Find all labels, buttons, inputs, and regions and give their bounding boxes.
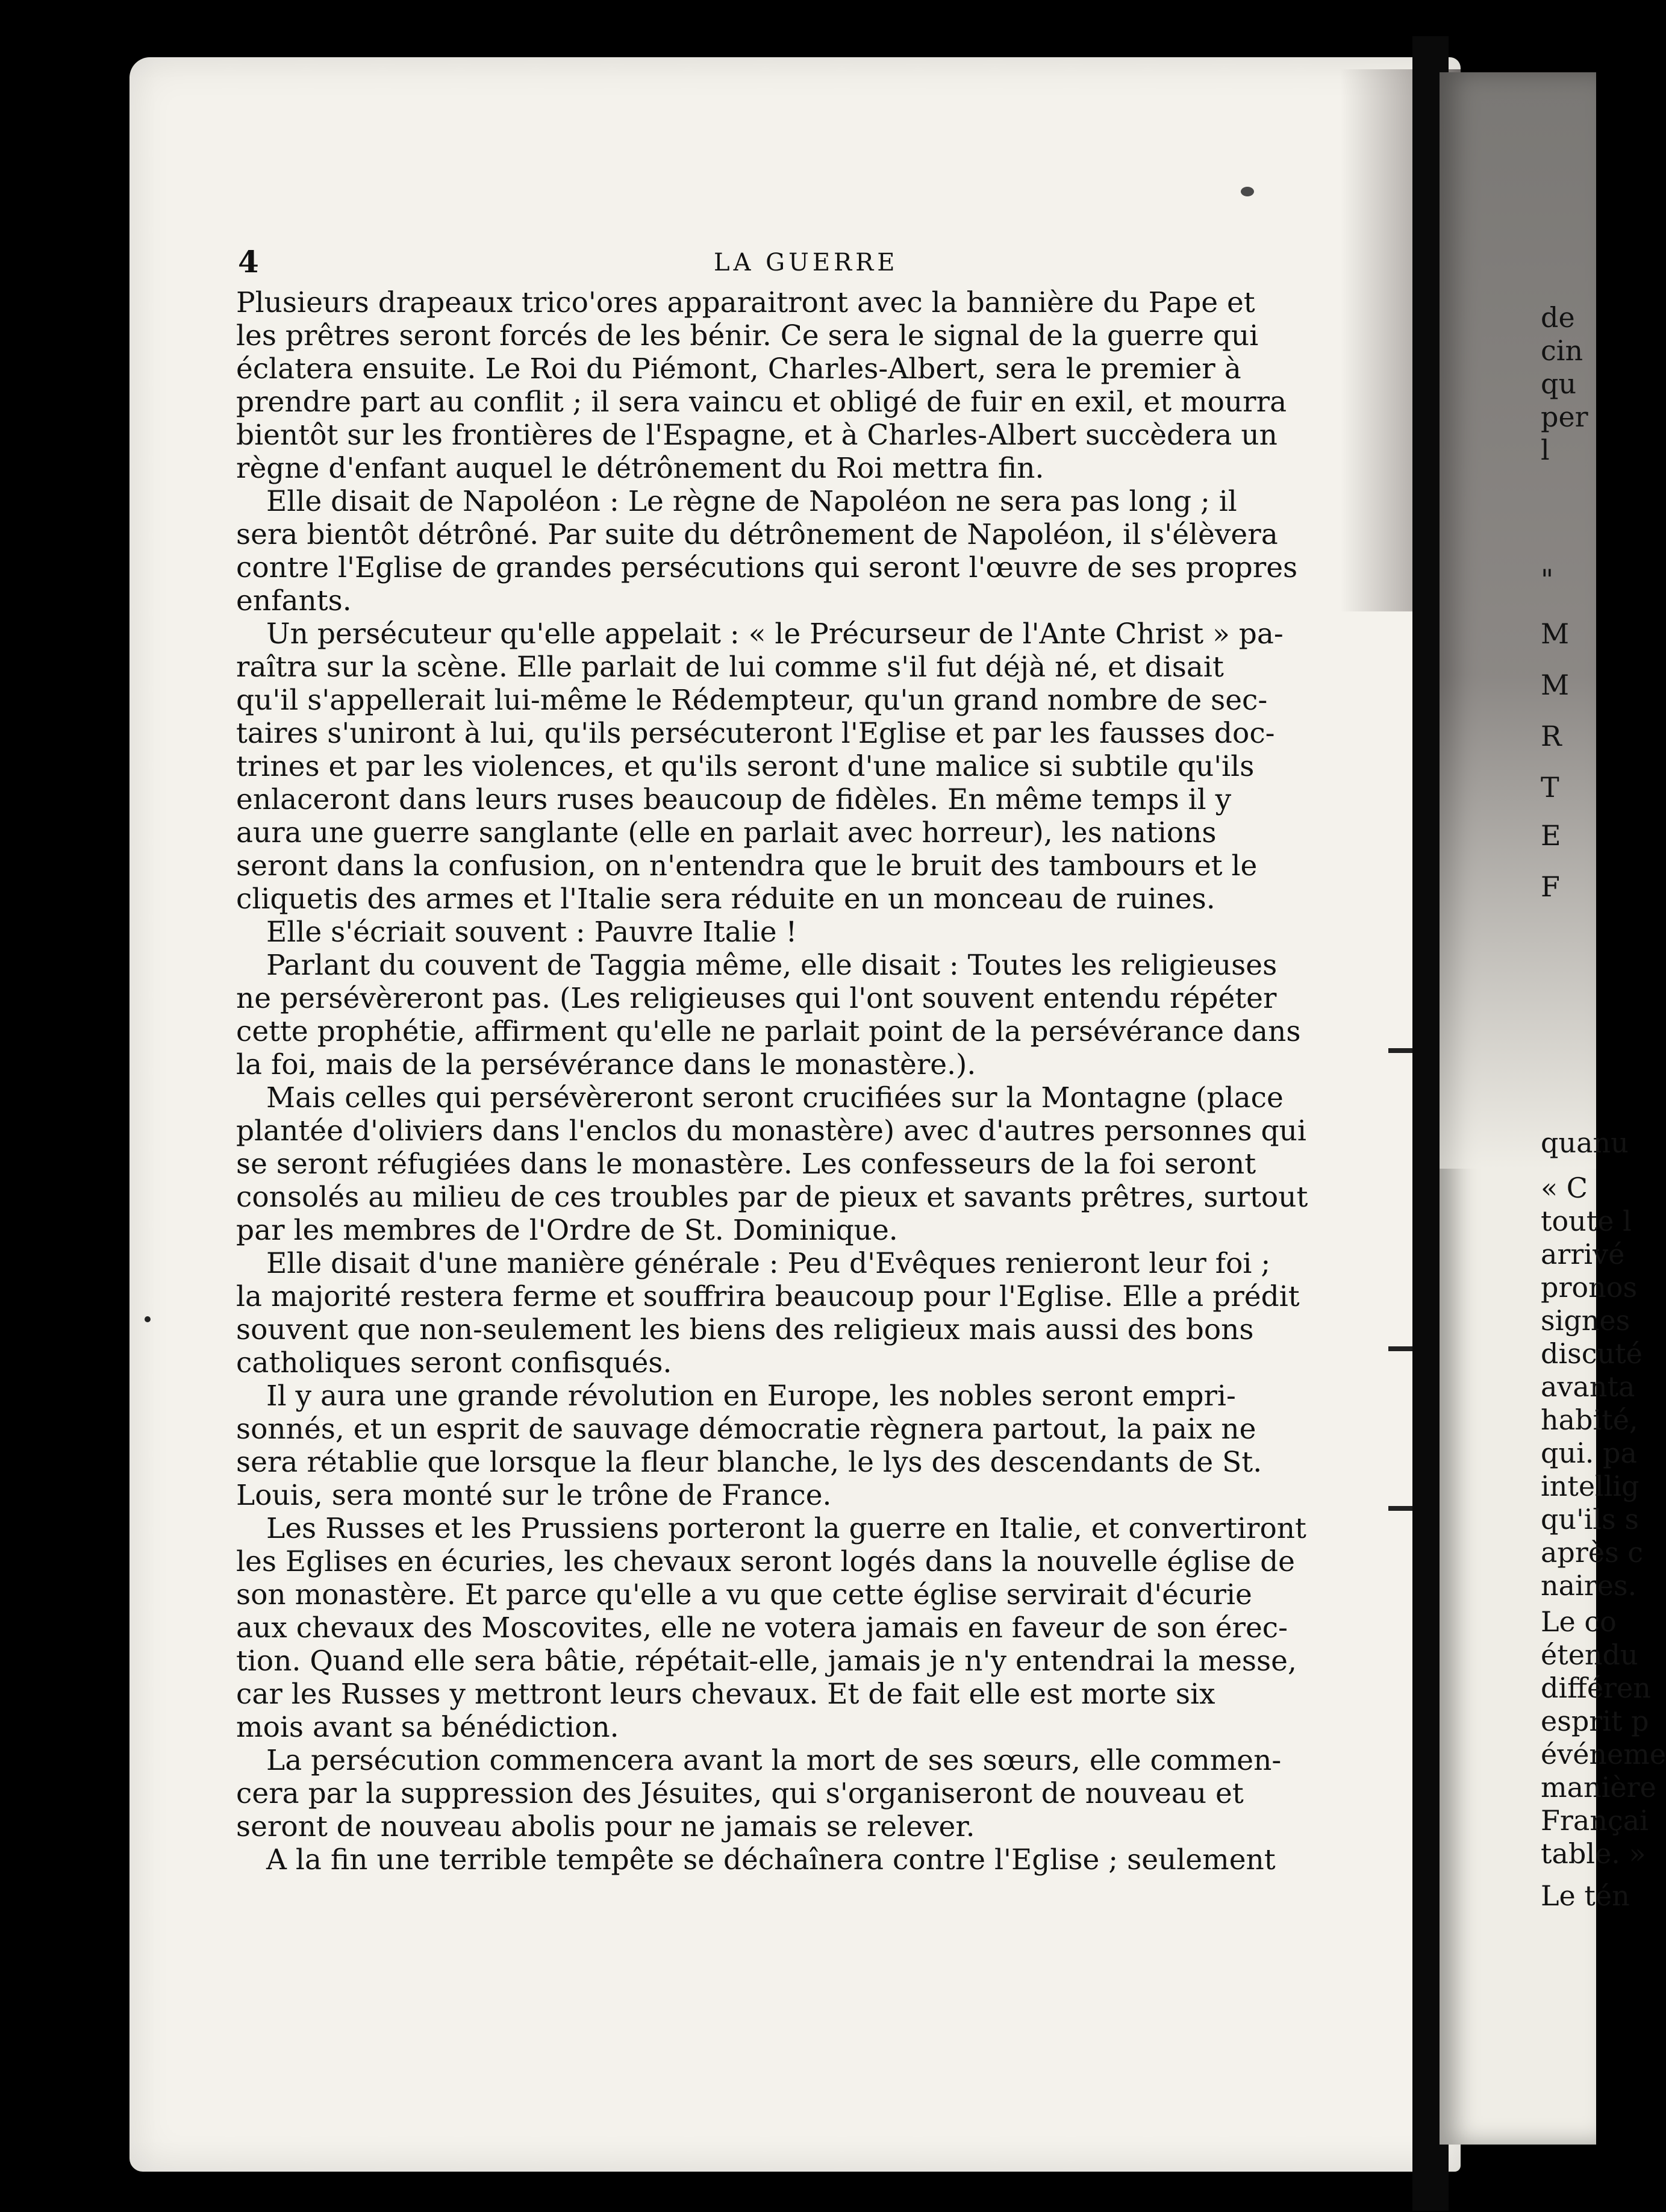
text-line: se seront réfugiées dans le monastère. Les confesseurs de la foi seront [236, 1148, 1256, 1181]
text-line: cette prophétie, affirment qu'elle ne parlait point de la persévérance dans [236, 1015, 1301, 1048]
text-line: enlaceront dans leurs ruses beaucoup de fidèles. En même temps il y [236, 783, 1232, 816]
facing-page-line: de [1541, 301, 1575, 334]
text-line: les Eglises en écuries, les chevaux seront logés dans la nouvelle église de [236, 1545, 1295, 1578]
text-line: ne persévèreront pas. (Les religieuses qui l'ont souvent entendu répéter [236, 982, 1277, 1015]
scan-speck [145, 1316, 151, 1322]
facing-page-line: qu'ils s [1541, 1503, 1639, 1536]
text-line: Parlant du couvent de Taggia même, elle disait : Toutes les religieuses [266, 949, 1278, 982]
text-line: Un persécuteur qu'elle appelait : « le Précurseur de l'Ante Christ » pa- [266, 617, 1284, 651]
facing-page-stain [1440, 72, 1596, 1169]
text-line: les prêtres seront forcés de les bénir. Ce sera le signal de la guerre qui [236, 319, 1259, 352]
facing-page-line: événeme [1541, 1738, 1666, 1770]
text-line: trines et par les violences, et qu'ils seront d'une malice si subtile qu'ils [236, 750, 1255, 783]
facing-page-line: l [1541, 434, 1550, 466]
text-line: Elle disait d'une manière générale : Peu d'Evêques renieront leur foi ; [266, 1247, 1271, 1280]
facing-page-line: Le co [1541, 1605, 1617, 1638]
text-line: Elle disait de Napoléon : Le règne de Napoléon ne sera pas long ; il [266, 485, 1237, 518]
page-number: 4 [238, 244, 259, 280]
facing-page-line: F [1541, 870, 1560, 903]
text-line: catholiques seront confisqués. [236, 1346, 672, 1379]
facing-page-line: manière [1541, 1771, 1656, 1804]
text-line: Louis, sera monté sur le trône de France. [236, 1479, 832, 1512]
facing-page-line: per [1541, 401, 1588, 433]
ink-blot [1241, 187, 1254, 196]
facing-page-line: différen [1541, 1672, 1651, 1704]
text-line: la majorité restera ferme et souffrira beaucoup pour l'Eglise. Elle a prédit [236, 1280, 1300, 1313]
facing-page-line: R [1541, 720, 1562, 752]
text-line: consolés au milieu de ces troubles par de pieux et savants prêtres, surtout [236, 1181, 1308, 1214]
text-line: plantée d'oliviers dans l'enclos du monastère) avec d'autres personnes qui [236, 1114, 1306, 1148]
facing-page-line: Le tén [1541, 1879, 1630, 1912]
text-line: Il y aura une grande révolution en Europe, les nobles seront empri- [266, 1379, 1236, 1413]
facing-page-line: pronos [1541, 1271, 1638, 1304]
text-line: raîtra sur la scène. Elle parlait de lui comme s'il fut déjà né, et disait [236, 651, 1224, 684]
text-line: cliquetis des armes et l'Italie sera réduite en un monceau de ruines. [236, 883, 1215, 916]
facing-page-line: discuté [1541, 1337, 1643, 1370]
facing-page-line: avanta [1541, 1370, 1635, 1403]
facing-page-line: toute l [1541, 1205, 1632, 1237]
text-line: mois avant sa bénédiction. [236, 1711, 619, 1744]
text-line: seront dans la confusion, on n'entendra que le bruit des tambours et le [236, 849, 1258, 883]
text-line: souvent que non-seulement les biens des religieux mais aussi des bons [236, 1313, 1254, 1346]
facing-page-line: cin [1541, 334, 1583, 367]
facing-page-line: T [1541, 771, 1559, 804]
facing-page-line: naires. [1541, 1569, 1637, 1602]
facing-page-line: M [1541, 669, 1570, 701]
text-line: éclatera ensuite. Le Roi du Piémont, Charles-Albert, sera le premier à [236, 352, 1241, 386]
text-line: sera bientôt détrôné. Par suite du détrônement de Napoléon, il s'élèvera [236, 518, 1278, 551]
text-line: car les Russes y mettront leurs chevaux. Et de fait elle est morte six [236, 1678, 1215, 1711]
text-line: Les Russes et les Prussiens porteront la guerre en Italie, et convertiront [266, 1512, 1306, 1545]
text-line: Mais celles qui persévèreront seront crucifiées sur la Montagne (place [266, 1081, 1284, 1114]
facing-page-line: " [1541, 563, 1554, 596]
text-line: taires s'uniront à lui, qu'ils persécuteront l'Eglise et par les fausses doc- [236, 717, 1275, 750]
text-line: sonnés, et un esprit de sauvage démocratie règnera partout, la paix ne [236, 1413, 1256, 1446]
text-line: la foi, mais de la persévérance dans le monastère.). [236, 1048, 976, 1081]
text-line: aux chevaux des Moscovites, elle ne votera jamais en faveur de son érec- [236, 1611, 1288, 1645]
text-line: A la fin une terrible tempête se déchaînera contre l'Eglise ; seulement [266, 1843, 1276, 1876]
text-line: seront de nouveau abolis pour ne jamais se relever. [236, 1810, 975, 1843]
facing-page-line: habité, [1541, 1404, 1638, 1436]
text-line: qu'il s'appellerait lui-même le Rédempteur, qu'un grand nombre de sec- [236, 684, 1268, 717]
text-line: enfants. [236, 584, 352, 617]
text-line: règne d'enfant auquel le détrônement du Roi mettra fin. [236, 452, 1044, 485]
text-line: tion. Quand elle sera bâtie, répétait-elle, jamais je n'y entendrai la messe, [236, 1645, 1297, 1678]
text-line: La persécution commencera avant la mort de ses sœurs, elle commen- [266, 1744, 1282, 1777]
text-line: bientôt sur les frontières de l'Espagne, et à Charles-Albert succèdera un [236, 419, 1278, 452]
text-line: contre l'Eglise de grandes persécutions qui seront l'œuvre de ses propres [236, 551, 1298, 584]
facing-page-line: E [1541, 819, 1561, 852]
text-line: aura une guerre sanglante (elle en parlait avec horreur), les nations [236, 816, 1217, 849]
facing-page-line: arrivé [1541, 1238, 1625, 1270]
facing-page-line: quanu [1541, 1126, 1629, 1159]
facing-page-line: M [1541, 617, 1570, 650]
facing-page-line: signes [1541, 1304, 1630, 1337]
text-line: sera rétablie que lorsque la fleur blanche, le lys des descendants de St. [236, 1446, 1262, 1479]
text-line: Plusieurs drapeaux trico'ores apparaitront avec la bannière du Pape et [236, 286, 1255, 319]
text-line: son monastère. Et parce qu'elle a vu que cette église servirait d'écurie [236, 1578, 1252, 1611]
text-line: cera par la suppression des Jésuites, qui s'organiseront de nouveau et [236, 1777, 1244, 1810]
page-header [238, 244, 1340, 280]
facing-page-line: Françai [1541, 1804, 1649, 1837]
facing-page-line: esprit p [1541, 1705, 1649, 1737]
running-head: LA GUERRE [714, 249, 899, 276]
facing-page-line: table. » [1541, 1837, 1646, 1870]
text-line: Elle s'écriait souvent : Pauvre Italie ! [266, 916, 797, 949]
facing-page-line: après c [1541, 1536, 1644, 1569]
facing-page-line: intellig [1541, 1470, 1639, 1502]
facing-page-line: qui. pa [1541, 1437, 1637, 1469]
facing-page-line: qu [1541, 367, 1577, 400]
body-text [236, 286, 1338, 1876]
facing-page-line: « C [1541, 1172, 1588, 1204]
text-line: prendre part au conflit ; il sera vaincu et obligé de fuir en exil, et mourra [236, 386, 1287, 419]
text-line: par les membres de l'Ordre de St. Dominique. [236, 1214, 898, 1247]
facing-page-line: étendu [1541, 1639, 1638, 1671]
